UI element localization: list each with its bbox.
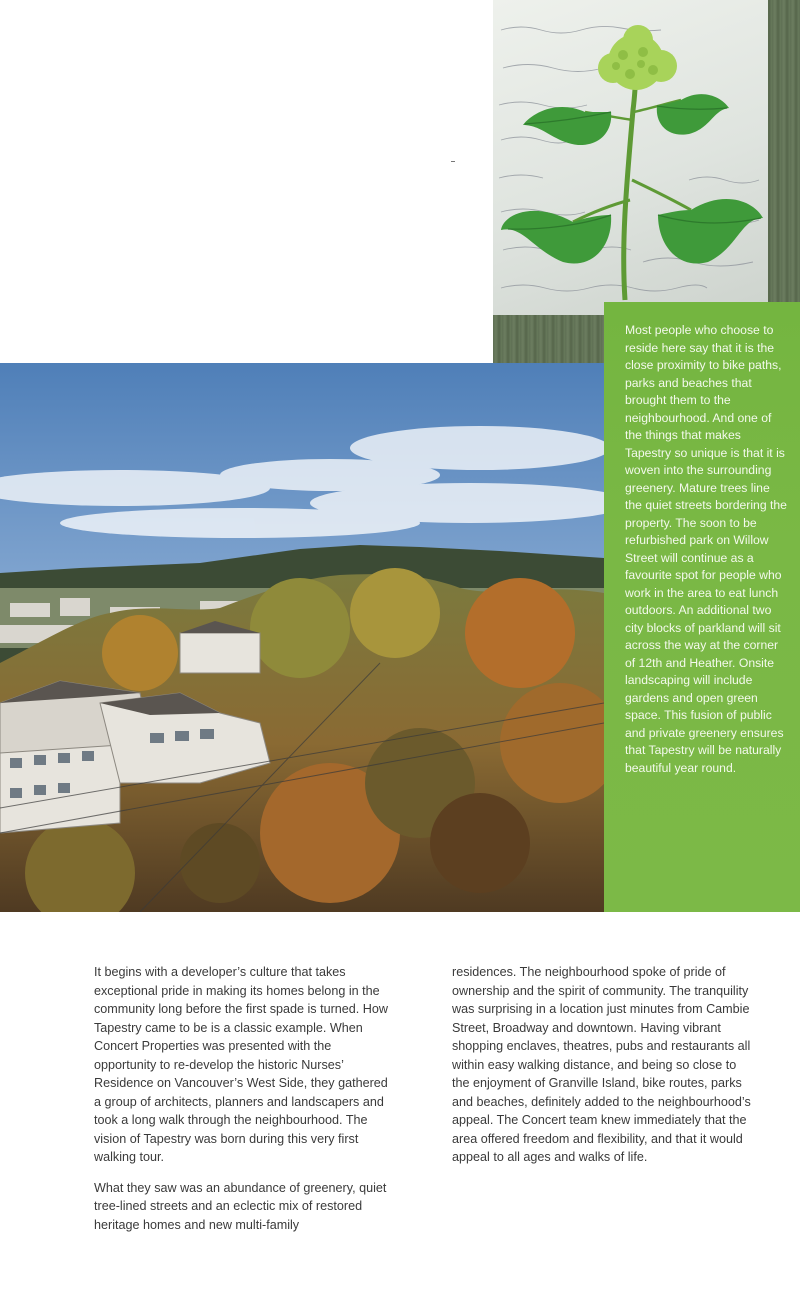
green-sidebar-box: [604, 302, 800, 912]
body-paragraph: It begins with a developer’s culture that takes exceptional pride in making its homes belong in the community long before the first spade is turned. How Tapestry came to be is a classic example. When Concert Properties was presented with the opportunity to re-develop the historic Nurses’ Residence on Vancouver’s West Side, they gathered a group of architects, planners and landscapers and took a long walk through the neighbourhood. The vision of Tapestry was born during this very first walking tour.: [94, 965, 388, 1164]
body-paragraph: What they saw was an abundance of greenery, quiet tree-lined streets and an eclectic mix of restored heritage homes and new multi-family: [94, 1180, 387, 1232]
body-paragraph: residences. The neighbourhood spoke of pride of ownership and the spirit of community. The tranquility was surprising in a location just minutes from Cambie Street, Broadway and downtown. Having vibrant shopping enclaves, theatres, pubs and restaurants all within easy walking distance, and being so close to the enjoyment of Granville Island, bike routes, parks and beaches, definitely added to the neighbourhood’s appeal. The Concert team knew immediately that the area offered freedom and flexibility, and that it would appeal to all ages and walks of life.: [452, 965, 751, 1164]
body-column-right: [452, 963, 752, 1179]
sidebar-text: Most people who choose to reside here say that it is the close proximity to bike paths, parks and beaches that brought them to the neighbourhood. And one of the things that makes Tapestry so unique is that it is woven into the surrounding greenery. Mature trees line the quiet streets bordering the property. The soon to be refurbished park on Willow Street will continue as a favourite spot for people who work in the area to eat lunch outdoors. An additional two city blocks of parkland will sit across the way at the corner of 12th and Heather. Onsite landscaping will include gardens and open green space. This fusion of public and private greenery ensures that Tapestry will be naturally beautiful year round.: [625, 323, 787, 775]
body-column-left: [94, 963, 394, 1246]
print-mark: [451, 161, 455, 162]
neighbourhood-aerial-photo: [0, 363, 604, 912]
